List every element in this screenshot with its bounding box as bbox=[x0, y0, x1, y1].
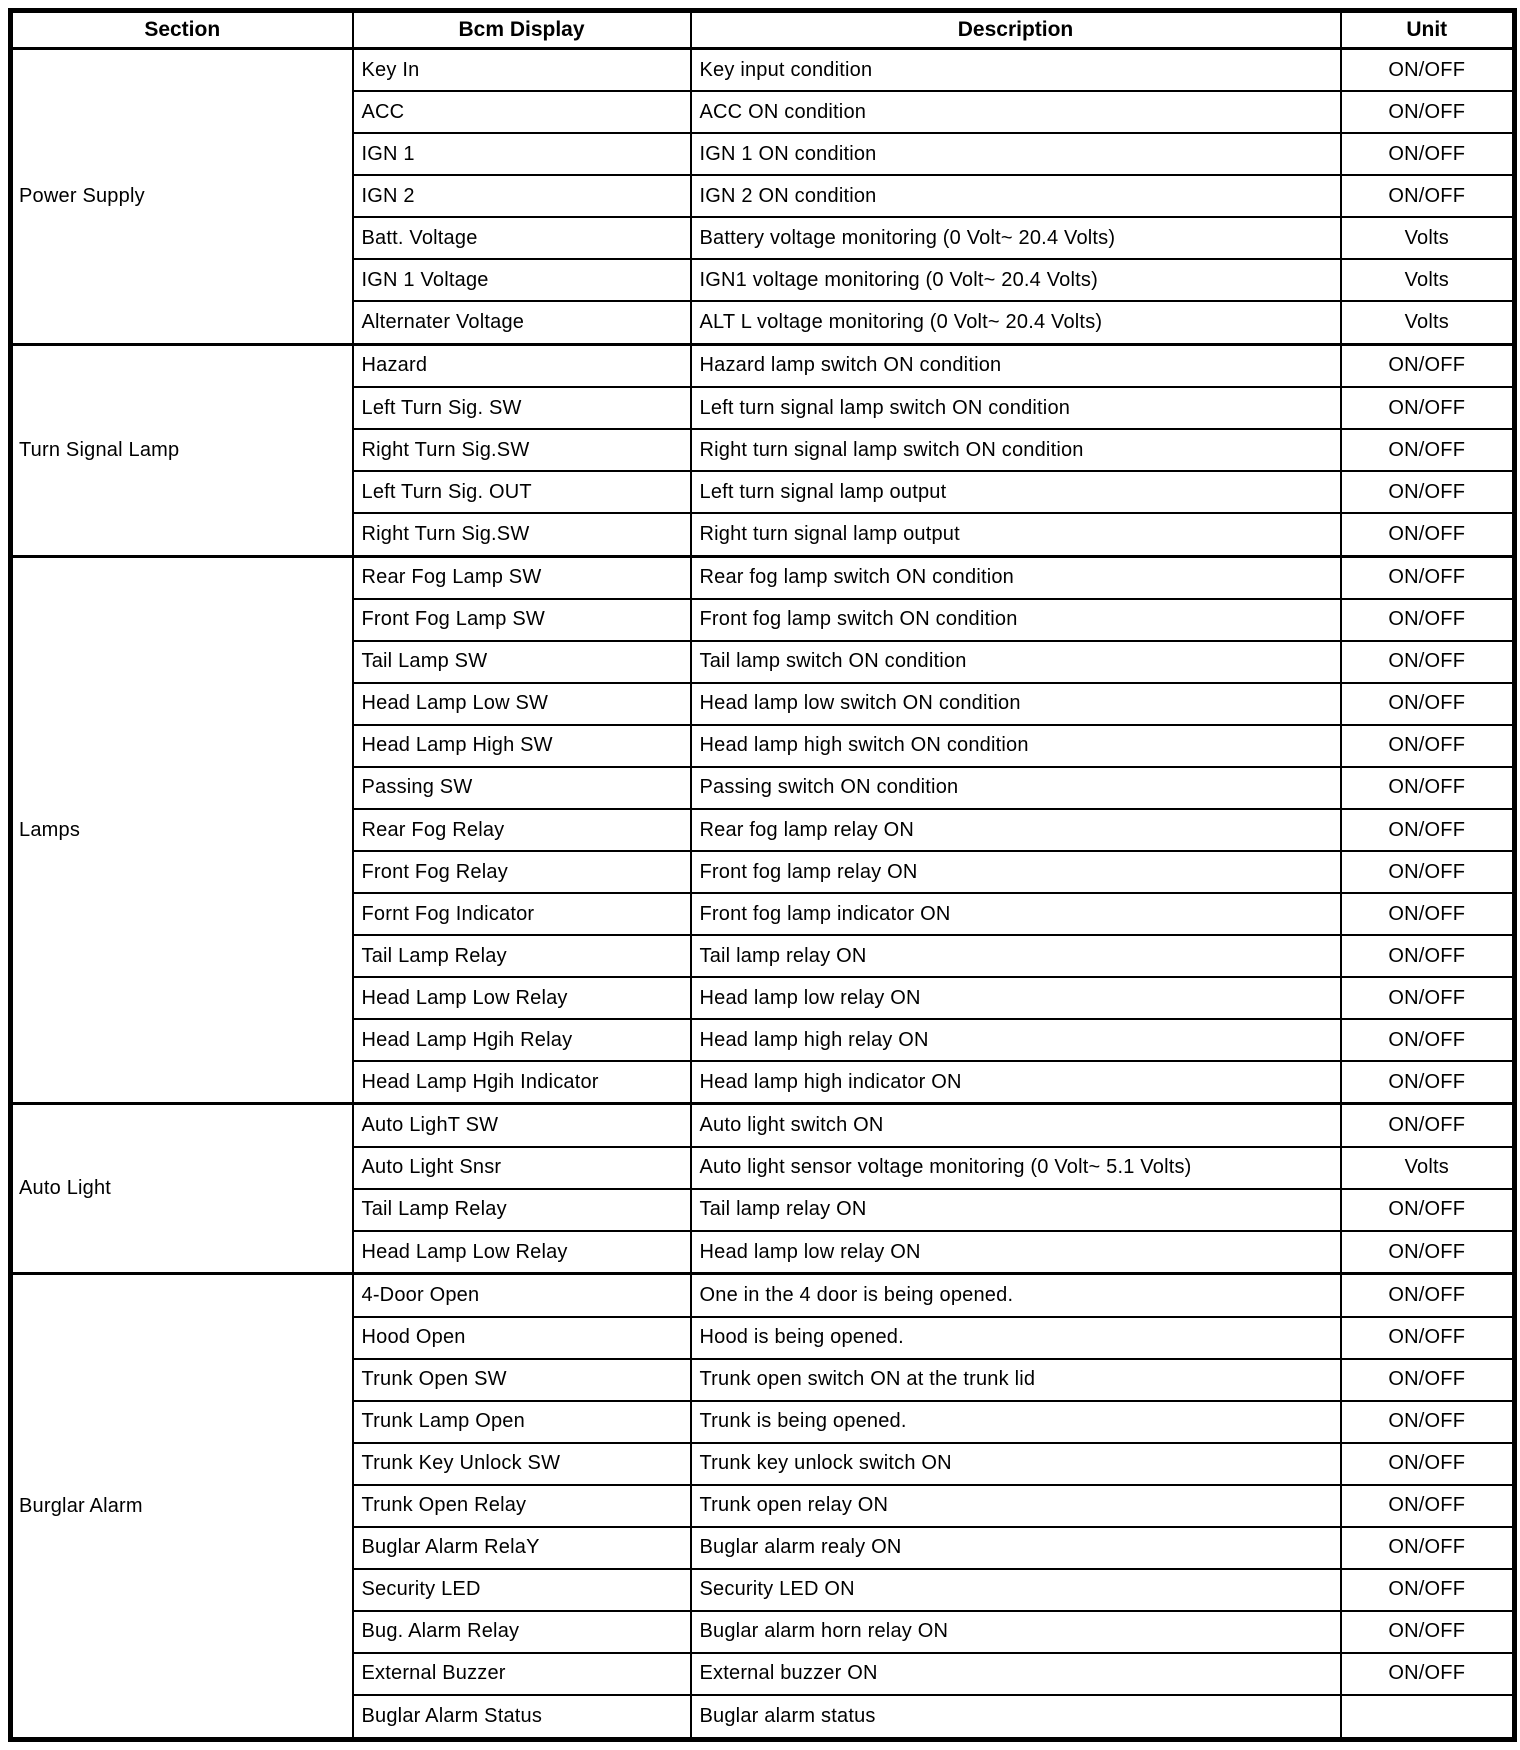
section-cell: Lamps bbox=[11, 556, 353, 1104]
bcm-display-cell: Hazard bbox=[353, 344, 691, 387]
unit-cell: Volts bbox=[1341, 1147, 1515, 1189]
description-cell: Tail lamp relay ON bbox=[691, 1189, 1341, 1231]
unit-cell: ON/OFF bbox=[1341, 1189, 1515, 1231]
description-cell: Left turn signal lamp output bbox=[691, 471, 1341, 513]
description-cell: Security LED ON bbox=[691, 1569, 1341, 1611]
bcm-display-cell: Trunk Open SW bbox=[353, 1359, 691, 1401]
unit-cell: ON/OFF bbox=[1341, 1274, 1515, 1317]
bcm-display-cell: Batt. Voltage bbox=[353, 217, 691, 259]
description-cell: Head lamp low relay ON bbox=[691, 977, 1341, 1019]
unit-cell: ON/OFF bbox=[1341, 1019, 1515, 1061]
unit-cell: ON/OFF bbox=[1341, 1569, 1515, 1611]
bcm-display-cell: Security LED bbox=[353, 1569, 691, 1611]
description-cell: Hazard lamp switch ON condition bbox=[691, 344, 1341, 387]
description-cell: ALT L voltage monitoring (0 Volt~ 20.4 Volts) bbox=[691, 301, 1341, 344]
unit-cell: ON/OFF bbox=[1341, 977, 1515, 1019]
column-header-bcm-display: Bcm Display bbox=[353, 11, 691, 49]
unit-cell: ON/OFF bbox=[1341, 1611, 1515, 1653]
table-header bbox=[11, 11, 1515, 49]
bcm-display-cell: Head Lamp Low Relay bbox=[353, 1231, 691, 1274]
column-header-section: Section bbox=[11, 11, 353, 49]
unit-cell: ON/OFF bbox=[1341, 471, 1515, 513]
unit-cell: ON/OFF bbox=[1341, 133, 1515, 175]
description-cell: Right turn signal lamp switch ON condition bbox=[691, 429, 1341, 471]
bcm-display-table bbox=[8, 8, 1517, 1742]
table-row bbox=[11, 556, 1515, 599]
unit-cell: Volts bbox=[1341, 217, 1515, 259]
column-header-description: Description bbox=[691, 11, 1341, 49]
description-cell: Head lamp high switch ON condition bbox=[691, 725, 1341, 767]
unit-cell: ON/OFF bbox=[1341, 1653, 1515, 1695]
bcm-display-cell: Tail Lamp Relay bbox=[353, 1189, 691, 1231]
unit-cell: ON/OFF bbox=[1341, 1231, 1515, 1274]
description-cell: One in the 4 door is being opened. bbox=[691, 1274, 1341, 1317]
unit-cell: ON/OFF bbox=[1341, 429, 1515, 471]
table-body bbox=[11, 49, 1515, 1740]
bcm-display-cell: Head Lamp Hgih Relay bbox=[353, 1019, 691, 1061]
bcm-display-cell: IGN 2 bbox=[353, 175, 691, 217]
bcm-display-cell: Head Lamp High SW bbox=[353, 725, 691, 767]
description-cell: ACC ON condition bbox=[691, 91, 1341, 133]
bcm-display-cell: Bug. Alarm Relay bbox=[353, 1611, 691, 1653]
description-cell: Trunk open switch ON at the trunk lid bbox=[691, 1359, 1341, 1401]
bcm-display-cell: Front Fog Relay bbox=[353, 851, 691, 893]
bcm-display-cell: Passing SW bbox=[353, 767, 691, 809]
bcm-display-cell: Auto Light Snsr bbox=[353, 1147, 691, 1189]
table-row bbox=[11, 49, 1515, 92]
description-cell: Trunk open relay ON bbox=[691, 1485, 1341, 1527]
bcm-display-cell: Tail Lamp Relay bbox=[353, 935, 691, 977]
bcm-display-cell: Fornt Fog Indicator bbox=[353, 893, 691, 935]
unit-cell: ON/OFF bbox=[1341, 767, 1515, 809]
bcm-display-cell: IGN 1 Voltage bbox=[353, 259, 691, 301]
unit-cell: ON/OFF bbox=[1341, 1401, 1515, 1443]
description-cell: Buglar alarm realy ON bbox=[691, 1527, 1341, 1569]
bcm-display-cell: Buglar Alarm Status bbox=[353, 1695, 691, 1740]
unit-cell: ON/OFF bbox=[1341, 1061, 1515, 1104]
unit-cell: ON/OFF bbox=[1341, 641, 1515, 683]
bcm-display-cell: Trunk Lamp Open bbox=[353, 1401, 691, 1443]
bcm-display-cell: Alternater Voltage bbox=[353, 301, 691, 344]
bcm-display-cell: Head Lamp Low Relay bbox=[353, 977, 691, 1019]
bcm-display-cell: Left Turn Sig. SW bbox=[353, 387, 691, 429]
description-cell: Head lamp low relay ON bbox=[691, 1231, 1341, 1274]
description-cell: Right turn signal lamp output bbox=[691, 513, 1341, 556]
unit-cell: ON/OFF bbox=[1341, 851, 1515, 893]
description-cell: Head lamp high indicator ON bbox=[691, 1061, 1341, 1104]
unit-cell: ON/OFF bbox=[1341, 809, 1515, 851]
description-cell: Auto light sensor voltage monitoring (0 Volt~ 5.1 Volts) bbox=[691, 1147, 1341, 1189]
unit-cell bbox=[1341, 1695, 1515, 1740]
section-cell: Power Supply bbox=[11, 49, 353, 345]
bcm-display-cell: Left Turn Sig. OUT bbox=[353, 471, 691, 513]
bcm-display-cell: IGN 1 bbox=[353, 133, 691, 175]
bcm-display-cell: Front Fog Lamp SW bbox=[353, 599, 691, 641]
bcm-display-cell: 4-Door Open bbox=[353, 1274, 691, 1317]
header-row bbox=[11, 11, 1515, 49]
description-cell: Rear fog lamp switch ON condition bbox=[691, 556, 1341, 599]
description-cell: Tail lamp switch ON condition bbox=[691, 641, 1341, 683]
description-cell: Hood is being opened. bbox=[691, 1317, 1341, 1359]
description-cell: Trunk key unlock switch ON bbox=[691, 1443, 1341, 1485]
bcm-display-cell: Right Turn Sig.SW bbox=[353, 429, 691, 471]
bcm-display-cell: External Buzzer bbox=[353, 1653, 691, 1695]
table-row bbox=[11, 344, 1515, 387]
unit-cell: ON/OFF bbox=[1341, 599, 1515, 641]
description-cell: Trunk is being opened. bbox=[691, 1401, 1341, 1443]
description-cell: Buglar alarm horn relay ON bbox=[691, 1611, 1341, 1653]
description-cell: Front fog lamp relay ON bbox=[691, 851, 1341, 893]
table-row bbox=[11, 1104, 1515, 1147]
description-cell: Front fog lamp indicator ON bbox=[691, 893, 1341, 935]
bcm-display-cell: Trunk Open Relay bbox=[353, 1485, 691, 1527]
unit-cell: ON/OFF bbox=[1341, 49, 1515, 92]
bcm-display-cell: Tail Lamp SW bbox=[353, 641, 691, 683]
unit-cell: ON/OFF bbox=[1341, 683, 1515, 725]
unit-cell: ON/OFF bbox=[1341, 91, 1515, 133]
description-cell: Auto light switch ON bbox=[691, 1104, 1341, 1147]
bcm-display-cell: Key In bbox=[353, 49, 691, 92]
unit-cell: ON/OFF bbox=[1341, 893, 1515, 935]
description-cell: IGN1 voltage monitoring (0 Volt~ 20.4 Volts) bbox=[691, 259, 1341, 301]
description-cell: IGN 1 ON condition bbox=[691, 133, 1341, 175]
description-cell: IGN 2 ON condition bbox=[691, 175, 1341, 217]
description-cell: Passing switch ON condition bbox=[691, 767, 1341, 809]
description-cell: Key input condition bbox=[691, 49, 1341, 92]
unit-cell: ON/OFF bbox=[1341, 387, 1515, 429]
section-cell: Auto Light bbox=[11, 1104, 353, 1274]
unit-cell: Volts bbox=[1341, 301, 1515, 344]
section-cell: Turn Signal Lamp bbox=[11, 344, 353, 556]
description-cell: Head lamp low switch ON condition bbox=[691, 683, 1341, 725]
section-cell: Burglar Alarm bbox=[11, 1274, 353, 1740]
description-cell: Left turn signal lamp switch ON condition bbox=[691, 387, 1341, 429]
unit-cell: ON/OFF bbox=[1341, 1317, 1515, 1359]
unit-cell: ON/OFF bbox=[1341, 1104, 1515, 1147]
bcm-display-cell: Auto LighT SW bbox=[353, 1104, 691, 1147]
unit-cell: ON/OFF bbox=[1341, 1359, 1515, 1401]
unit-cell: ON/OFF bbox=[1341, 725, 1515, 767]
description-cell: Tail lamp relay ON bbox=[691, 935, 1341, 977]
unit-cell: ON/OFF bbox=[1341, 1443, 1515, 1485]
unit-cell: Volts bbox=[1341, 259, 1515, 301]
unit-cell: ON/OFF bbox=[1341, 1485, 1515, 1527]
bcm-display-cell: Rear Fog Relay bbox=[353, 809, 691, 851]
bcm-display-cell: Hood Open bbox=[353, 1317, 691, 1359]
unit-cell: ON/OFF bbox=[1341, 556, 1515, 599]
bcm-display-cell: Rear Fog Lamp SW bbox=[353, 556, 691, 599]
unit-cell: ON/OFF bbox=[1341, 344, 1515, 387]
bcm-display-cell: Right Turn Sig.SW bbox=[353, 513, 691, 556]
bcm-display-cell: Head Lamp Low SW bbox=[353, 683, 691, 725]
unit-cell: ON/OFF bbox=[1341, 513, 1515, 556]
bcm-display-cell: Head Lamp Hgih Indicator bbox=[353, 1061, 691, 1104]
unit-cell: ON/OFF bbox=[1341, 175, 1515, 217]
description-cell: Front fog lamp switch ON condition bbox=[691, 599, 1341, 641]
table-row bbox=[11, 1274, 1515, 1317]
description-cell: Buglar alarm status bbox=[691, 1695, 1341, 1740]
description-cell: External buzzer ON bbox=[691, 1653, 1341, 1695]
description-cell: Head lamp high relay ON bbox=[691, 1019, 1341, 1061]
description-cell: Rear fog lamp relay ON bbox=[691, 809, 1341, 851]
description-cell: Battery voltage monitoring (0 Volt~ 20.4 Volts) bbox=[691, 217, 1341, 259]
unit-cell: ON/OFF bbox=[1341, 935, 1515, 977]
column-header-unit: Unit bbox=[1341, 11, 1515, 49]
bcm-display-cell: ACC bbox=[353, 91, 691, 133]
bcm-display-cell: Buglar Alarm RelaY bbox=[353, 1527, 691, 1569]
unit-cell: ON/OFF bbox=[1341, 1527, 1515, 1569]
bcm-display-cell: Trunk Key Unlock SW bbox=[353, 1443, 691, 1485]
